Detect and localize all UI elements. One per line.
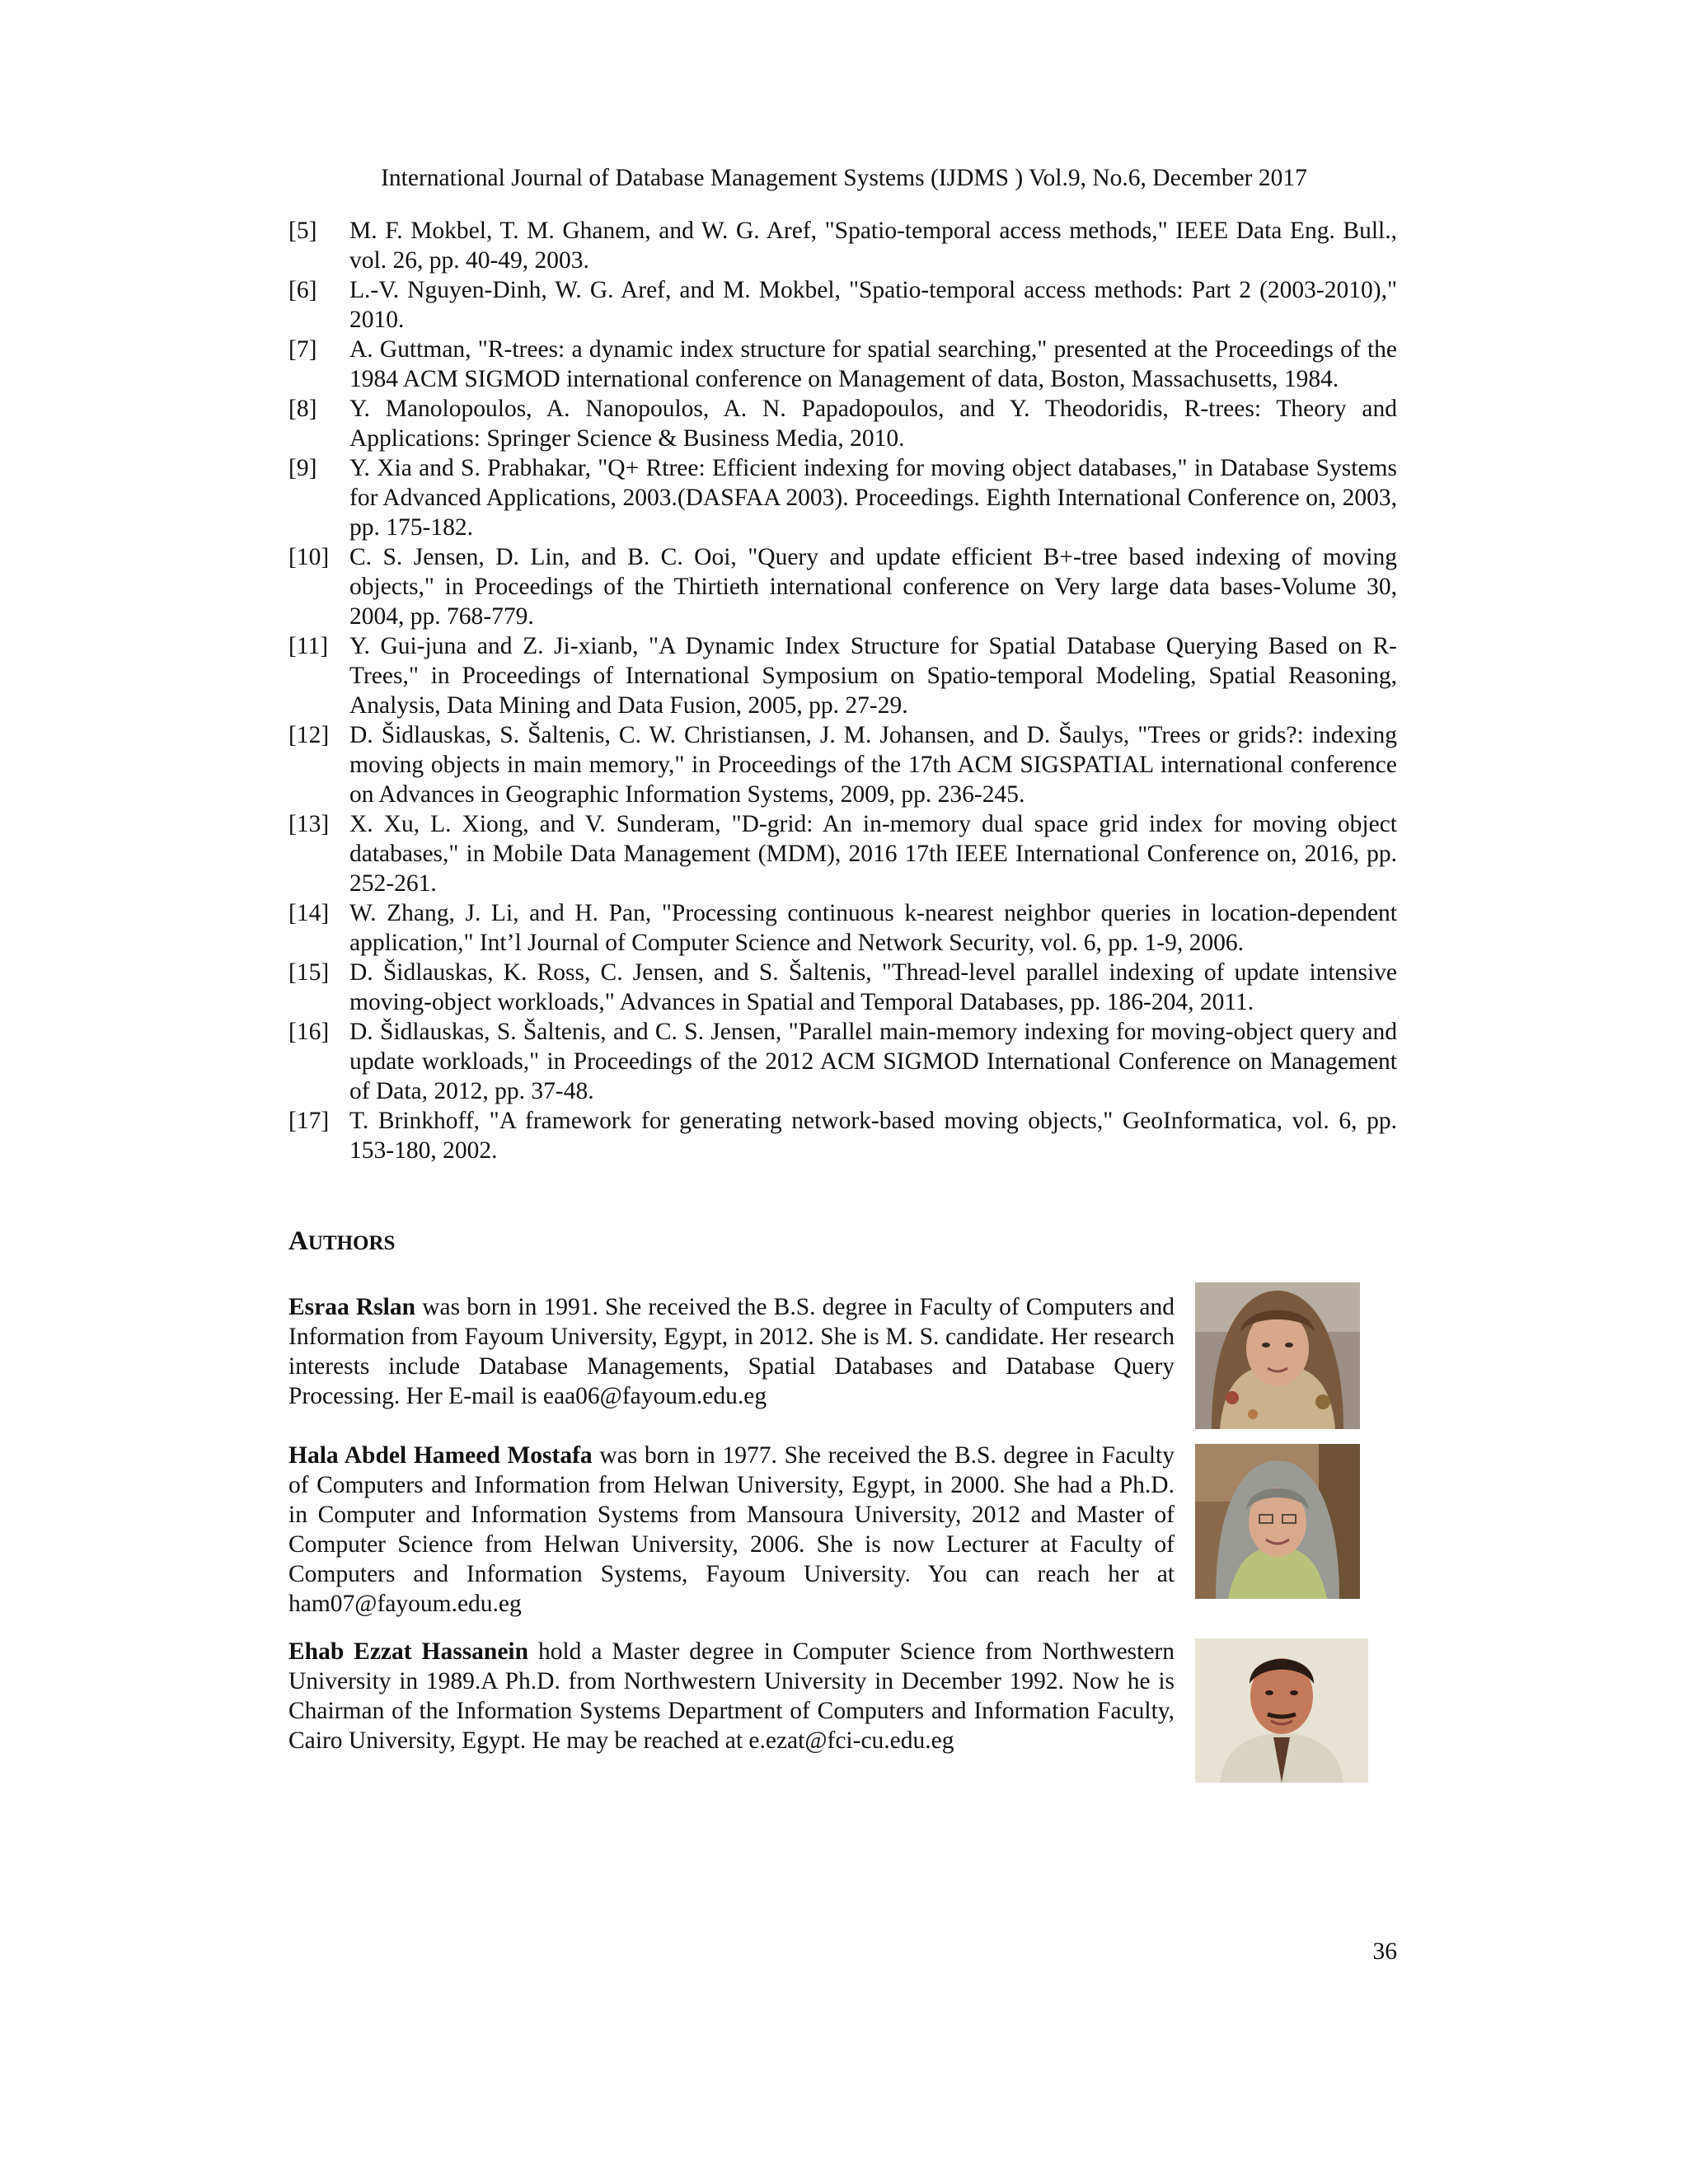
reference-item <box>288 720 1397 809</box>
reference-list <box>288 216 1397 1165</box>
reference-text: M. F. Mokbel, T. M. Ghanem, and W. G. Aref, "Spatio-temporal access methods," IEEE Data Eng. Bull., vol. 26, pp. 40-49, 2003. <box>349 218 1397 274</box>
reference-text: A. Guttman, "R-trees: a dynamic index structure for spatial searching," presented at the Proceedings of the 1984 ACM SIGMOD international conference on Management of data, Boston, Massachusetts, 1984. <box>349 336 1397 392</box>
reference-text: C. S. Jensen, D. Lin, and B. C. Ooi, "Query and update efficient B+-tree based indexing of moving objects," in Proceedings of the Thirtieth international conference on Very large data bases-Volume 30, 2004, pp. 768-779. <box>349 544 1397 630</box>
reference-item <box>288 394 1397 453</box>
reference-item <box>288 275 1397 335</box>
reference-number: [14] <box>288 900 330 926</box>
author-photo <box>1195 1444 1360 1599</box>
reference-text: D. Šidlauskas, S. Šaltenis, and C. S. Jensen, "Parallel main-memory indexing for moving-object query and update workloads," in Proceedings of the 2012 ACM SIGMOD International Conference on Management of Data, 2012, pp. 37-48. <box>349 1019 1397 1104</box>
reference-text: D. Šidlauskas, K. Ross, C. Jensen, and S. Šaltenis, "Thread-level parallel indexing of update intensive moving-object workloads," Advances in Spatial and Temporal Databases, pp. 186-204, 2011. <box>349 959 1397 1015</box>
reference-number: [9] <box>288 455 317 481</box>
author-photo-image <box>1195 1444 1360 1599</box>
reference-item <box>288 1017 1397 1106</box>
author-photo-image <box>1195 1638 1368 1783</box>
reference-number: [11] <box>288 633 329 659</box>
author-bio <box>288 1441 1175 1619</box>
author-bio-text: hold a Master degree in Computer Science from Northwestern University in 1989.A Ph.D. from Northwestern University in December 1992. Now he is Chairman of the Information Systems Department of Computers and Information Faculty, Cairo University, Egypt. He may be reached at e.ezat@fci-cu.edu.eg <box>288 1638 1175 1754</box>
reference-text: D. Šidlauskas, S. Šaltenis, C. W. Christiansen, J. M. Johansen, and D. Šaulys, "Trees or grids?: indexing moving objects in main memory," in Proceedings of the 17th ACM SIGSPATIAL international conference on Advances in Geographic Information Systems, 2009, pp. 236-245. <box>349 722 1397 808</box>
author-photo-image <box>1195 1282 1360 1429</box>
reference-item <box>288 1106 1397 1165</box>
reference-text: L.-V. Nguyen-Dinh, W. G. Aref, and M. Mokbel, "Spatio-temporal access methods: Part 2 (2003-2010)," 2010. <box>349 277 1397 333</box>
reference-number: [15] <box>288 959 330 986</box>
reference-number: [16] <box>288 1019 330 1045</box>
author-bio-text: was born in 1977. She received the B.S. degree in Faculty of Computers and Information from Helwan University, Egypt, in 2000. She had a Ph.D. in Computer and Information Systems from Mansoura University, 2012 and Master of Computer Science from Helwan University, 2006. She is now Lecturer at Faculty of Computers and Information Systems, Fayoum University. You can reach her at ham07@fayoum.edu.eg <box>288 1442 1175 1617</box>
reference-item <box>288 631 1397 720</box>
author-name: Esraa Rslan <box>288 1294 416 1320</box>
page-number: 36 <box>1372 1938 1397 1965</box>
reference-text: W. Zhang, J. Li, and H. Pan, "Processing continuous k-nearest neighbor queries in location-dependent application," Int’l Journal of Computer Science and Network Security, vol. 6, pp. 1-9, 2006. <box>349 900 1397 956</box>
author-bio <box>288 1292 1175 1411</box>
running-header: International Journal of Database Management Systems (IJDMS ) Vol.9, No.6, December 2017 <box>381 165 1307 191</box>
author-bio <box>288 1637 1175 1755</box>
reference-text: Y. Gui-juna and Z. Ji-xianb, "A Dynamic Index Structure for Spatial Database Querying Based on R-Trees," in Proceedings of International Symposium on Spatio-temporal Modeling, Spatial Reasoning, Analysis, Data Mining and Data Fusion, 2005, pp. 27-29. <box>349 633 1397 719</box>
reference-number: [6] <box>288 277 317 303</box>
author-photo <box>1195 1638 1368 1783</box>
author-entry <box>288 1441 1175 1619</box>
authors-heading-rest: UTHORS <box>307 1232 396 1254</box>
reference-text: X. Xu, L. Xiong, and V. Sunderam, "D-grid: An in-memory dual space grid index for moving object databases," in Mobile Data Management (MDM), 2016 17th IEEE International Conference on, 2016, pp. 252-261. <box>349 811 1397 897</box>
reference-item <box>288 335 1397 394</box>
author-name: Hala Abdel Hameed Mostafa <box>288 1442 593 1469</box>
author-bio-text: was born in 1991. She received the B.S. degree in Faculty of Computers and Information from Fayoum University, Egypt, in 2012. She is M. S. candidate. Her research interests include Database Managements, Spatial Databases and Database Query Processing. Her E-mail is eaa06@fayoum.edu.eg <box>288 1294 1175 1409</box>
reference-text: T. Brinkhoff, "A framework for generating network-based moving objects," GeoInformatica, vol. 6, pp. 153-180, 2002. <box>349 1108 1397 1164</box>
reference-number: [12] <box>288 722 330 748</box>
reference-item <box>288 453 1397 542</box>
author-entry <box>288 1637 1175 1755</box>
author-photo <box>1195 1282 1360 1429</box>
author-entry <box>288 1292 1175 1411</box>
reference-number: [5] <box>288 218 317 244</box>
reference-number: [8] <box>288 396 317 422</box>
reference-number: [13] <box>288 811 330 837</box>
author-name: Ehab Ezzat Hassanein <box>288 1638 529 1665</box>
reference-text: Y. Xia and S. Prabhakar, "Q+ Rtree: Efficient indexing for moving object databases," in Database Systems for Advanced Applications, 2003.(DASFAA 2003). Proceedings. Eighth International Conference on, 2003, pp. 175-182. <box>349 455 1397 541</box>
reference-text: Y. Manolopoulos, A. Nanopoulos, A. N. Papadopoulos, and Y. Theodoridis, R-trees: Theory and Applications: Springer Science & Business Media, 2010. <box>349 396 1397 452</box>
reference-item <box>288 809 1397 898</box>
reference-item <box>288 216 1397 275</box>
reference-number: [10] <box>288 544 330 570</box>
authors-heading-initial: A <box>288 1226 308 1256</box>
authors-heading <box>288 1223 395 1262</box>
reference-item <box>288 898 1397 958</box>
reference-number: [7] <box>288 336 317 363</box>
reference-item <box>288 542 1397 631</box>
reference-number: [17] <box>288 1108 330 1134</box>
reference-item <box>288 958 1397 1017</box>
